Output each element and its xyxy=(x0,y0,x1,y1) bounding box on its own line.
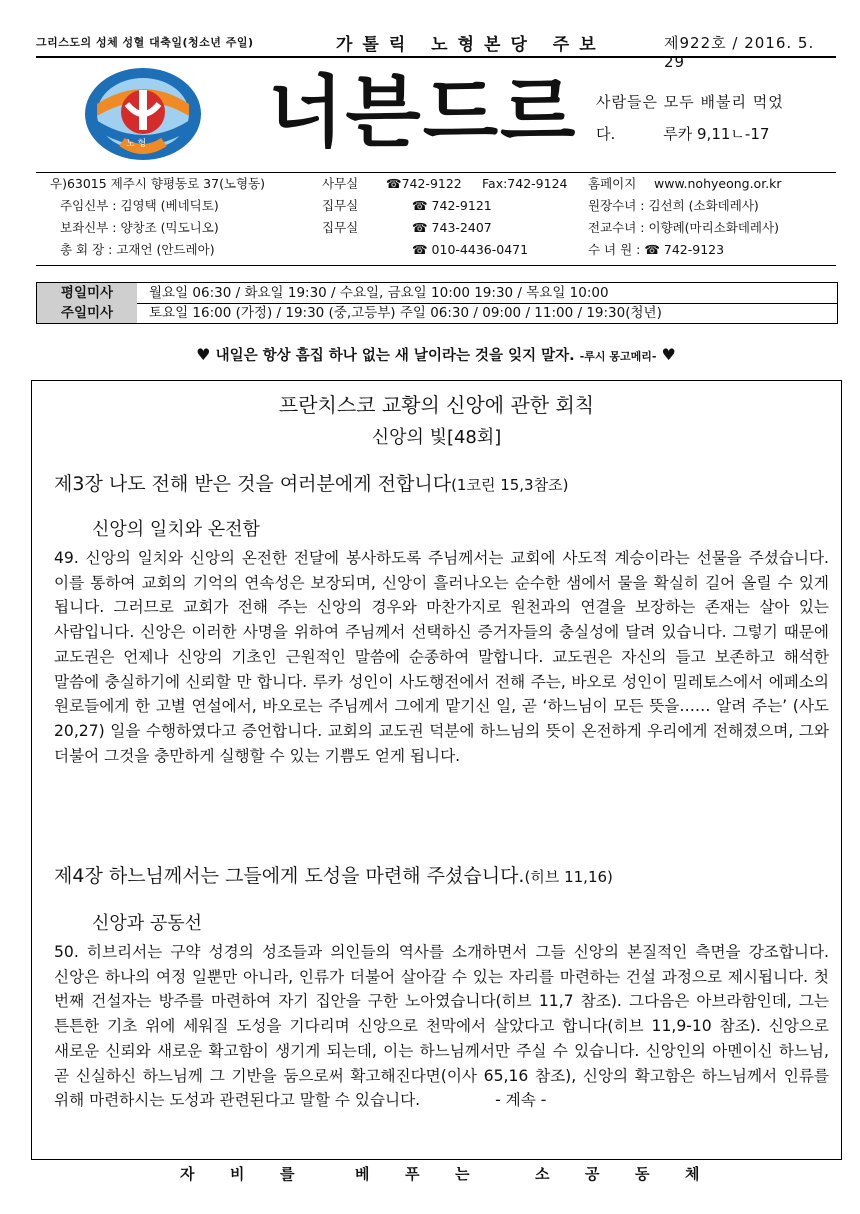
continued-note: - 계속 - xyxy=(495,1091,547,1110)
fax: Fax:742-9124 xyxy=(482,176,568,191)
motto xyxy=(36,344,836,365)
quote-line-1: 사람들은 모두 배불리 먹었 xyxy=(596,93,784,111)
chapter-4-ref: (히브 11,16) xyxy=(524,868,613,886)
article-title: 프란치스코 교황의 신앙에 관한 회칙 xyxy=(278,393,595,417)
superior: 원장수녀 : 김선희 (소화데레사) xyxy=(588,198,759,213)
homepage-link[interactable]: www.nohyeong.or.kr xyxy=(654,176,782,191)
parish-info-table xyxy=(36,172,836,266)
parish-logo-icon xyxy=(82,64,204,164)
mass-schedule xyxy=(36,282,838,324)
issue-number: 제922호 / 2016. 5. 29 xyxy=(664,34,815,71)
top-header xyxy=(36,30,836,71)
chapter-3-heading xyxy=(54,469,568,496)
footer-char: 베 xyxy=(355,1165,370,1183)
paragraph-49: 49. 신앙의 일치와 신앙의 온전한 전달에 봉사하도록 주님께서는 교회에 사도적 계승이라는 선물을 주셨습니다. 이를 통하여 교회의 기억의 연속성은 보장되며, 신앙이 흘러나오는 순수한 샘에서 물을 확실히 길어 올릴 수 있게 됩니다. 그러므로 교회가 전해 주는 신앙의 경우와 마찬가지로 원천과의 연결을 보장하는 존재는 살아 있는 사람입니다. 신앙은 이러한 사명을 위하여 주님께서 선택하신 증거자들의 충실성에 달려 있습니다. 그렇기 때문에 교도권은 언제나 신앙의 기초인 근원적인 말씀에 순종하여 말합니다. 교도권은 자신의 들고 보존하고 해석한 말씀에 충실하기에 신뢰할 만 합니다. 루카 성인이 사도행전에서 전해 주는, 바오로 성인이 밀레토스에서 에페소의 원로들에게 한 고별 연설에서, 바오로는 주님께서 그에게 맡기신 일, 곧 ‘하느님이 모든 뜻을…… 알려 주는’ (사도 20,27) 일을 수행하였다고 증언합니다. 교회의 교도권 덕분에 하느님의 뜻이 온전하게 우리에게 전해졌으며, 그와 더불어 그것을 충만하게 실행할 수 있는 기쁨도 얻게 됩니다. xyxy=(54,549,829,765)
homepage-label: 홈페이지 xyxy=(588,176,637,191)
pastor: 주임신부 : 김영택 (베네딕토) xyxy=(60,198,219,213)
assistant-phone: ☎ 743-2407 xyxy=(412,220,492,235)
chapter-3-title: 제3장 나도 전해 받은 것을 여러분에게 전합니다 xyxy=(54,473,452,495)
info-row-assistant xyxy=(36,217,836,239)
weekday-mass-row xyxy=(37,283,837,304)
liturgical-day: 그리스도의 성체 성혈 대축일(청소년 주일) xyxy=(36,36,254,49)
sunday-mass-times: 토요일 16:00 (가정) / 19:30 (중,고등부) 주일 06:30 / 09:00 / 11:00 / 19:30(청년) xyxy=(149,305,662,321)
info-row-president xyxy=(36,239,836,261)
chapter-3-ref: (1코린 15,3참조) xyxy=(451,476,569,494)
address: 우)63015 제주시 향평동로 37(노형동) xyxy=(50,176,266,191)
masthead-title: 너븐드르 xyxy=(268,68,578,158)
section-heading-unity: 신앙의 일치와 온전함 xyxy=(92,519,260,540)
section-heading-common-good: 신앙과 공동선 xyxy=(92,913,203,934)
bulletin-name: 가톨릭 노형본당 주보 xyxy=(336,35,606,55)
article-subtitle: 신앙의 빛[48회] xyxy=(371,427,502,448)
pastor-office: 집무실 xyxy=(322,198,359,213)
quote-reference: 루카 9,11ㄴ-17 xyxy=(663,125,770,143)
motto-text: 내일은 항상 흠집 하나 없는 새 날이라는 것을 잊지 말자. xyxy=(215,348,575,364)
pastor-phone: ☎ 742-9121 xyxy=(412,198,492,213)
footer-char: 소 xyxy=(535,1165,550,1183)
info-row-pastor xyxy=(36,195,836,217)
motto-source: -루시 몽고메리- xyxy=(579,350,657,363)
heart-icon: ♥ xyxy=(196,345,211,364)
info-row-address xyxy=(36,173,836,195)
council-president: 총 회 장 : 고재언 (안드레아) xyxy=(60,242,215,257)
footer-char: 푸 xyxy=(405,1165,420,1183)
sunday-mass-label: 주일미사 xyxy=(37,303,137,323)
footer-char: 자 xyxy=(180,1165,195,1183)
paragraph-50 xyxy=(54,940,829,1113)
quote-line-2 xyxy=(596,118,846,150)
chapter-4-heading xyxy=(54,861,613,888)
quote-line-2-text: 다. xyxy=(596,125,616,143)
top-rule xyxy=(36,56,836,58)
sunday-mass-row xyxy=(37,303,837,323)
logo-text: 노 형 xyxy=(126,139,147,149)
assistant-office: 집무실 xyxy=(322,220,359,235)
heart-icon: ♥ xyxy=(661,345,676,364)
footer-char: 비 xyxy=(230,1165,245,1183)
footer-char: 동 xyxy=(635,1165,650,1183)
article-box xyxy=(31,380,842,1160)
footer-char: 공 xyxy=(585,1165,600,1183)
weekday-mass-times: 월요일 06:30 / 화요일 19:30 / 수요일, 금요일 10:00 19:30 / 목요일 10:00 xyxy=(149,285,609,301)
gospel-quote xyxy=(596,86,846,150)
convent: 수 녀 원 : ☎ 742-9123 xyxy=(588,242,725,257)
chapter-4-title: 제4장 하느님께서는 그들에게 도성을 마련해 주셨습니다. xyxy=(54,865,525,887)
missionary-sister: 전교수녀 : 이향례(마리소화데레사) xyxy=(588,220,779,235)
assistant-priest: 보좌신부 : 양창조 (믹도니오) xyxy=(60,220,219,235)
president-phone: ☎ 010-4436-0471 xyxy=(412,242,529,257)
footer-char: 체 xyxy=(685,1165,700,1183)
footer-char: 를 xyxy=(280,1165,295,1183)
weekday-mass-label: 평일미사 xyxy=(37,283,137,303)
office-phone: ☎742-9122 xyxy=(386,176,462,191)
paragraph-50-text: 50. 히브리서는 구약 성경의 성조들과 의인들의 역사를 소개하면서 그들 신앙의 본질적인 측면을 강조합니다. 신앙은 하나의 여정 일뿐만 아니라, 인류가 더불어 살아갈 수 있는 자리를 마련하는 건설 과정으로 제시됩니다. 첫 번째 건설자는 방주를 마련하여 자기 집안을 구한 노아였습니다(히브 11,7 참조). 그다음은 아브라함인데, 그는 튼튼한 기초 위에 세워질 도성을 기다리며 신앙으로 천막에서 살았다고 합니다(히브 11,9-10 참조). 신앙으로 새로운 신뢰와 새로운 확고함이 생기게 되는데, 이는 하느님께서만 주실 수 있습니다. 신앙인의 아멘이신 하느님, 곧 신실하신 하느님께 그 기반을 둠으로써 확고해진다면(이사 65,16 참조), 신앙의 확고함은 하느님께서 인류를 위해 마련하시는 도성과 관련된다고 말할 수 있습니다. xyxy=(54,943,829,1110)
office-label: 사무실 xyxy=(322,176,359,191)
footer-char: 는 xyxy=(455,1165,470,1183)
